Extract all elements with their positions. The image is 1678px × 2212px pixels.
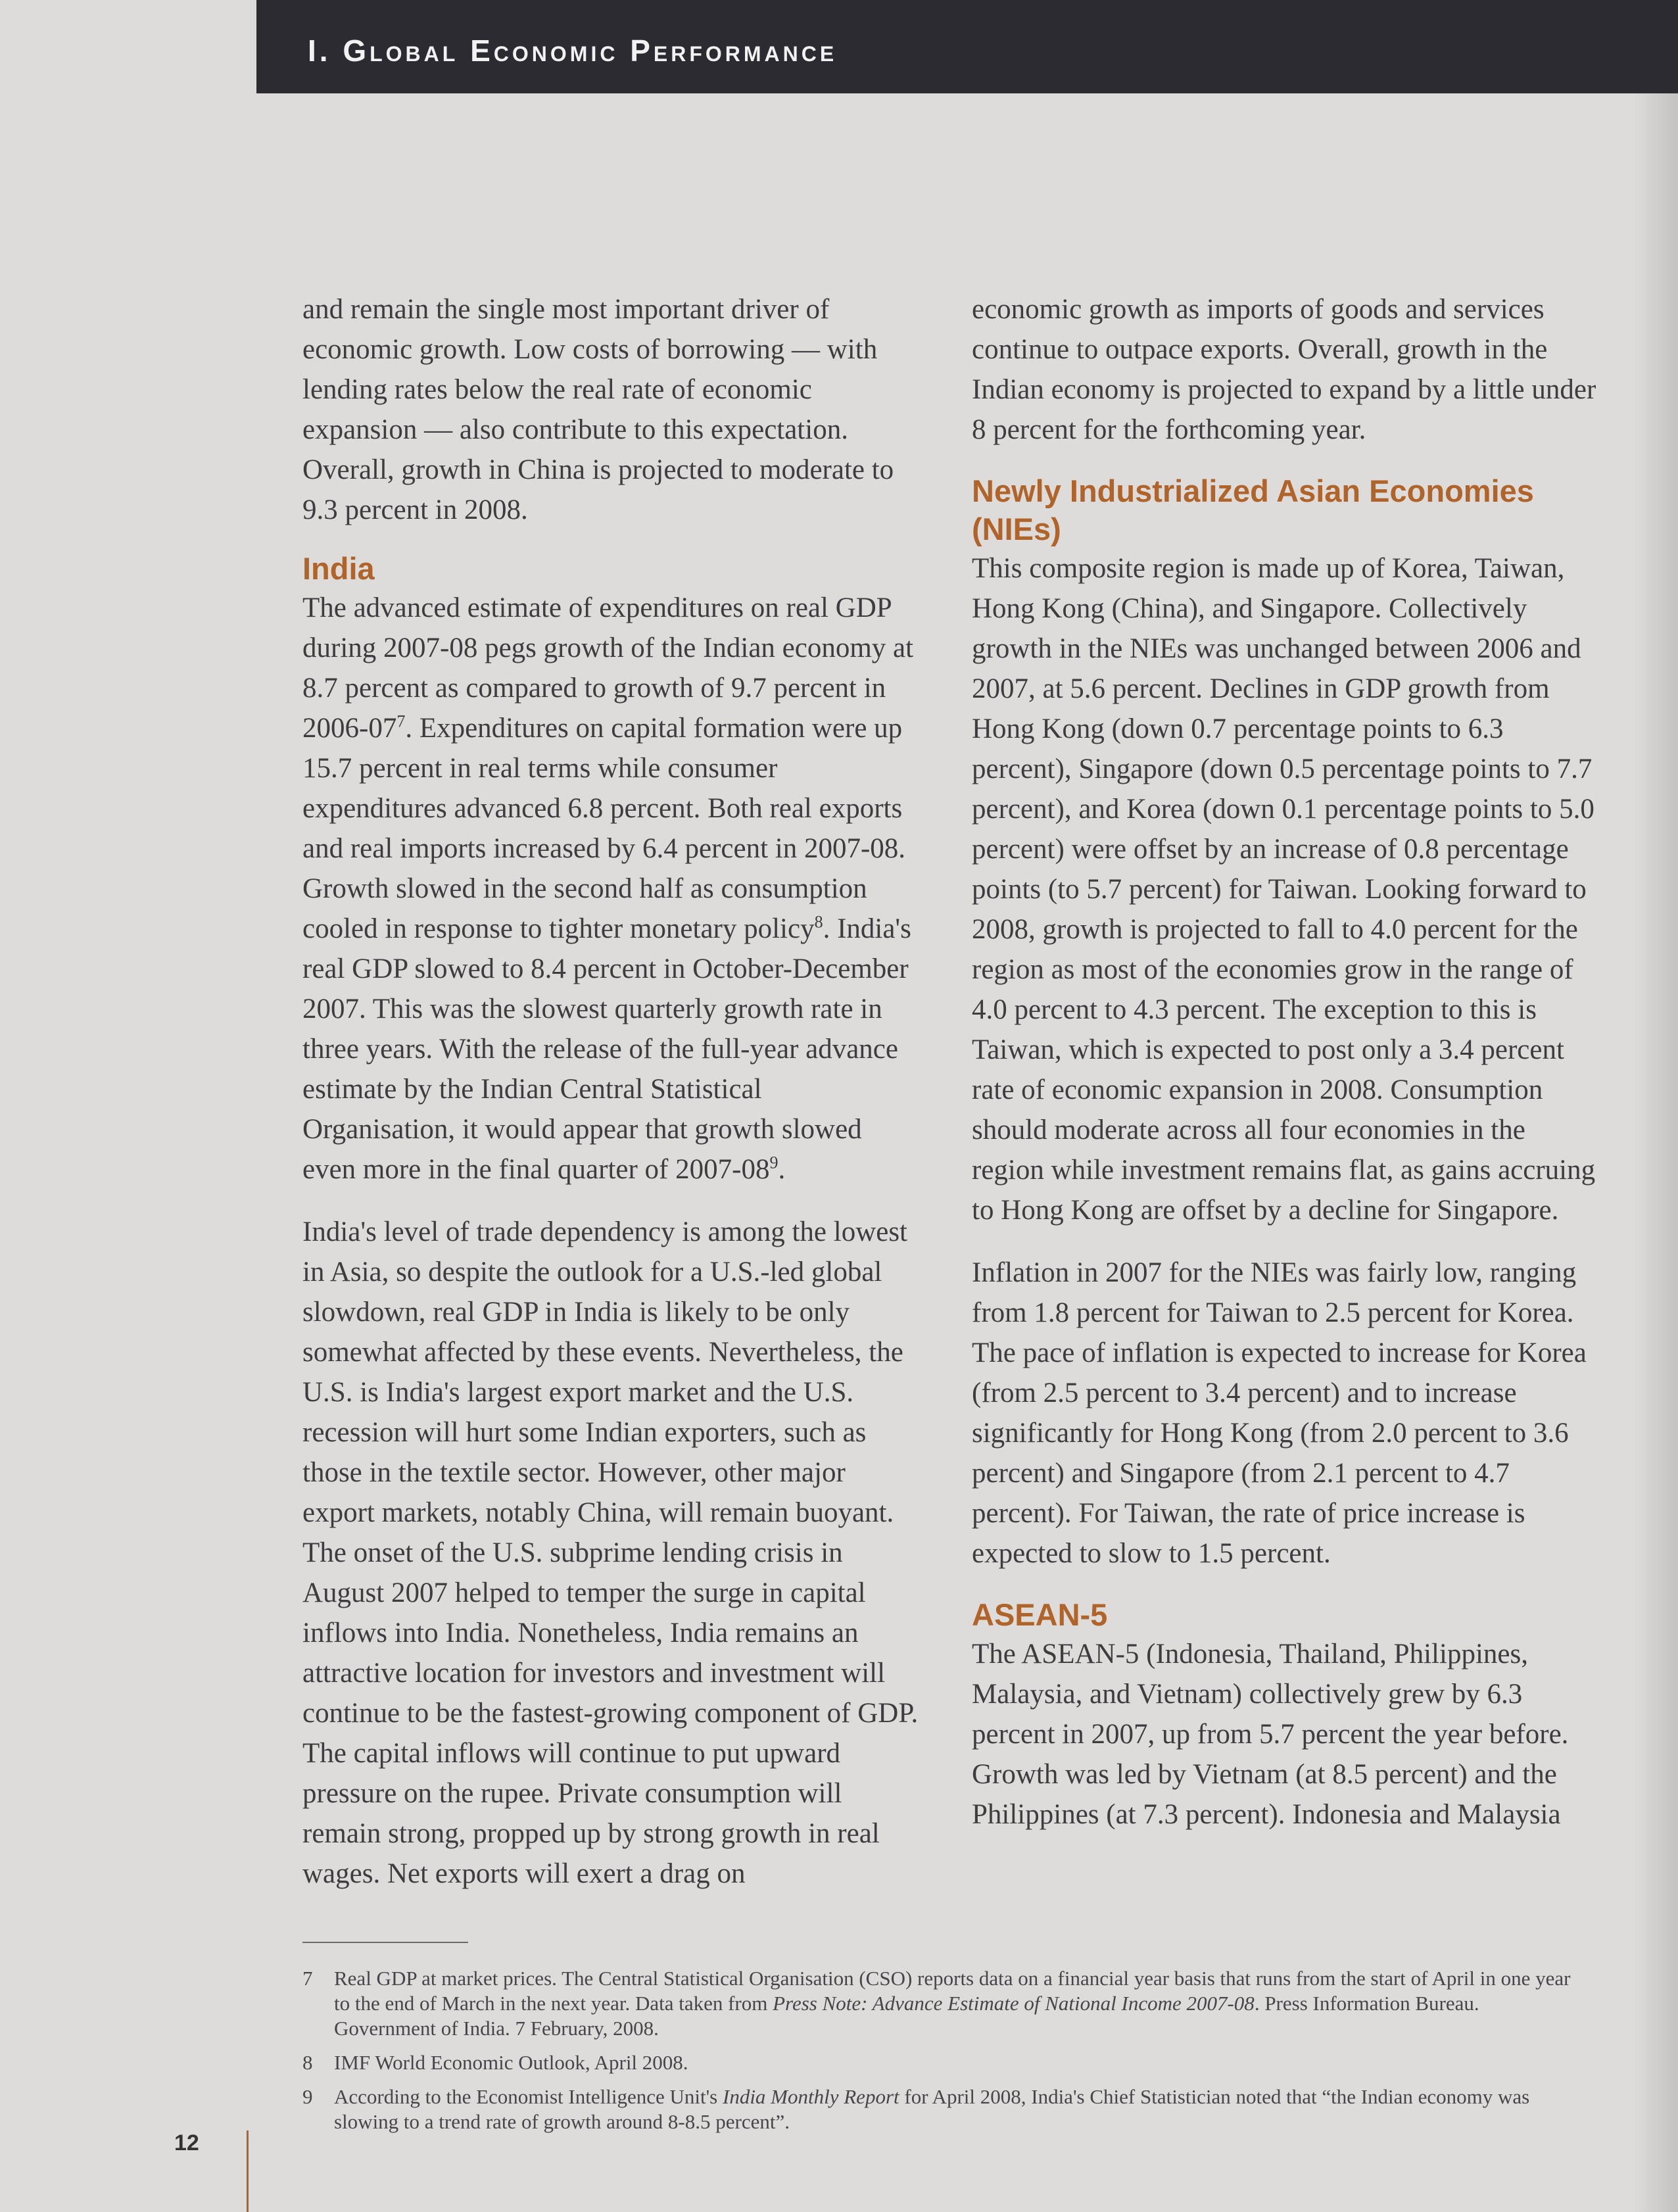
left-column xyxy=(302,289,921,1894)
asean-heading: ASEAN-5 xyxy=(972,1597,1108,1632)
footnote-9: 9 According to the Economist Intelligence Unit's India Monthly Report for April 2008, India's Chief Statistician noted that “the Indian economy was slowing to a trend rate of growth around 8-8.5 percent”. xyxy=(302,2085,1530,2133)
india-paragraph-2: India's level of trade dependency is among the lowest in Asia, so despite the outlook for a U.S.-led global slowdown, real GDP in India is likely to be only somewhat affected by these events. Nevertheless, the U.S. is India's largest export market and the U.S. recession will hurt some Indian exporters, such as those in the textile sector. However, other major export markets, notably China, will remain buoyant. The onset of the U.S. subprime lending crisis in August 2007 helped to temper the surge in capital inflows into India. Nonetheless, India remains an attractive location for investors and investment will continue to be the fastest-growing component of GDP. The capital inflows will continue to put upward pressure on the rupee. Private consumption will remain strong, propped up by strong growth in real wages. Net exports will exert a drag on xyxy=(302,1216,919,1889)
footnote-number: 9 xyxy=(302,2085,313,2108)
nies-paragraph-1: This composite region is made up of Korea, Taiwan, Hong Kong (China), and Singapore. Collectively growth in the NIEs was unchanged between 2006 and 2007, at 5.6 percent. Declines in GDP growth from Hong Kong (down 0.7 percentage points to 6.3 percent), Singapore (down 0.5 percentage points to 7.7 percent), and Korea (down 0.1 percentage points to 5.0 percent) were offset by an increase of 0.8 percentage points (to 5.7 percent) for Taiwan. Looking forward to 2008, growth is projected to fall to 4.0 percent for the region as most of the economies grow in the range of 4.0 percent to 4.3 percent. The exception to this is Taiwan, which is expected to post only a 3.4 percent rate of economic expansion in 2008. Consumption should moderate across all four economies in the region while investment remains flat, as gains accruing to Hong Kong are offset by a decline for Singapore. xyxy=(972,553,1596,1226)
footnote-citation-title: Press Note: Advance Estimate of National Income 2007-08 xyxy=(773,1992,1255,2015)
nies-heading: Newly Industrialized Asian Economies (NIEs) xyxy=(972,473,1534,546)
right-column xyxy=(972,289,1603,1835)
footnote-8: 8 IMF World Economic Outlook, April 2008. xyxy=(302,2051,688,2074)
footnote-citation-title: India Monthly Report xyxy=(723,2085,899,2108)
footnote-ref-9[interactable]: 9 xyxy=(769,1153,779,1172)
asean-paragraph-1: The ASEAN-5 (Indonesia, Thailand, Philippines, Malaysia, and Vietnam) collectively grew by 6.3 percent in 2007, up from 5.7 percent the year before. Growth was led by Vietnam (at 8.5 percent) and the Philippines (at 7.3 percent). Indonesia and Malaysia xyxy=(972,1639,1569,1830)
india-paragraph-1: The advanced estimate of expenditures on real GDP during 2007-08 pegs growth of the Indian economy at 8.7 percent as compared to growth of 9.7 percent in $2006-07^7$. Expenditures on capital formation were up 15.7 percent in real terms while consumer expenditures advanced 6.8 percent. Both real exports and real imports increased by 6.4 percent in 2007-08. Growth slowed in the second half as consumption cooled in response to tighter monetary policy$^8$. India's real GDP slowed to 8.4 percent in October-December 2007. This was the slowest quarterly growth rate in three years. With the release of the full-year advance estimate by the Indian Central Statistical Organisation, it would appear that growth slowed even more in the final quarter of $2007-08^9$. xyxy=(302,592,914,1185)
india-continuation-paragraph: economic growth as imports of goods and services continue to outpace exports. Overall, growth in the Indian economy is projected to expand by a little under 8 percent for the forthcoming year. xyxy=(972,294,1596,445)
footnote-number: 8 xyxy=(302,2051,313,2074)
footnote-number: 7 xyxy=(302,1967,313,1990)
page-number: 12 xyxy=(174,2130,199,2155)
footnote-7: 7 Real GDP at market prices. The Central Statistical Organisation (CSO) reports data on a financial year basis that runs from the start of April in one year to the end of March in the next year. Data taken from Press Note: Advance Estimate of National Income 2007-08. Press Information Bureau. Government of India. 7 February, 2008. xyxy=(302,1967,1571,2040)
footnote-divider xyxy=(302,1942,468,1943)
page-edge-shadow xyxy=(1632,0,1678,2212)
footnote-ref-7[interactable]: 7 xyxy=(396,711,406,731)
india-heading: India xyxy=(302,551,375,586)
footnotes xyxy=(302,1966,1585,2144)
page-number-rule xyxy=(247,2130,249,2212)
chapter-header-bar xyxy=(256,0,1678,93)
chapter-title: I. Global Economic Performance xyxy=(308,34,838,68)
china-continuation-paragraph: and remain the single most important driver of economic growth. Low costs of borrowing — with lending rates below the real rate of economic expansion — also contribute to this expectation. Overall, growth in China is projected to moderate to 9.3 percent in 2008. xyxy=(302,294,894,525)
nies-paragraph-2: Inflation in 2007 for the NIEs was fairly low, ranging from 1.8 percent for Taiwan to 2.5 percent for Korea. The pace of inflation is expected to increase for Korea (from 2.5 percent to 3.4 percent) and to increase significantly for Hong Kong (from 2.0 percent to 3.6 percent) and Singapore (from 2.1 percent to 4.7 percent). For Taiwan, the rate of price increase is expected to slow to 1.5 percent. xyxy=(972,1257,1587,1569)
footnote-ref-8[interactable]: 8 xyxy=(814,912,823,932)
